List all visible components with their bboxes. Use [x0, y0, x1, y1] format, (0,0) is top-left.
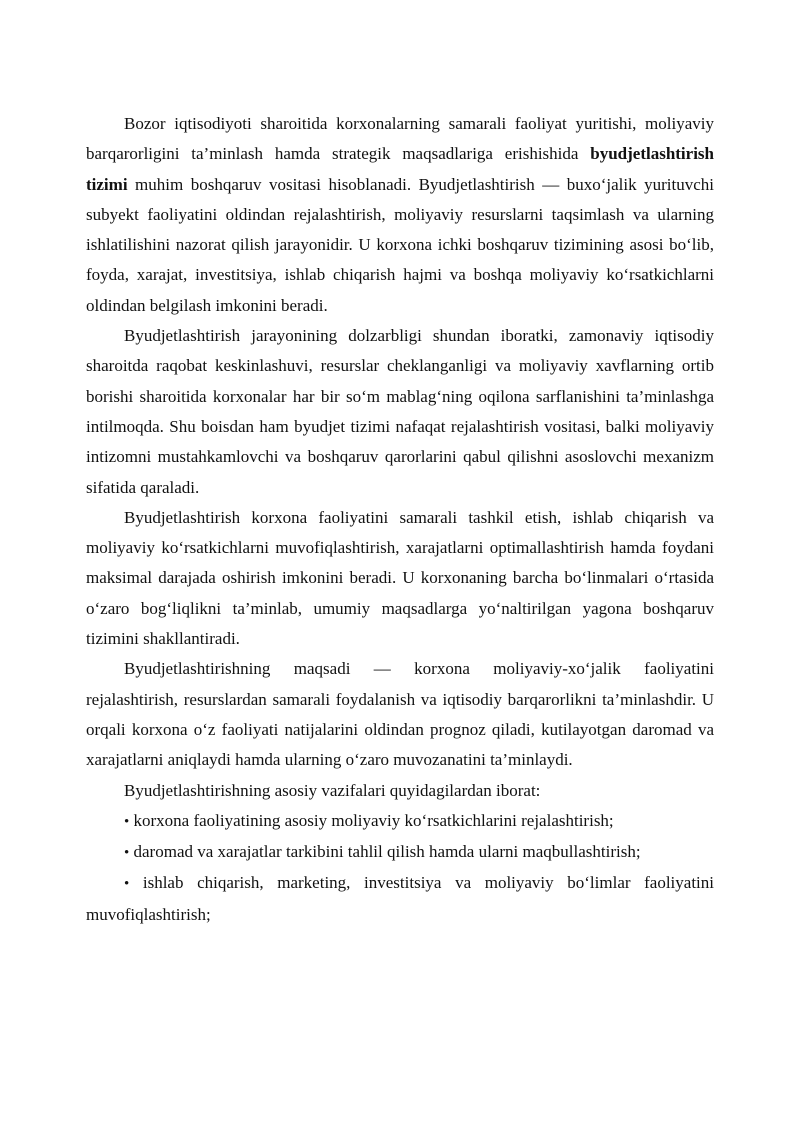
bullet-item [86, 837, 714, 868]
bullet-text: ishlab chiqarish, marketing, investitsiya va moliyaviy bo‘limlar faoliyatini muvofiqlashtirish; [86, 873, 714, 924]
paragraph-intro-before: Bozor iqtisodiyoti sharoitida korxonalarning samarali faoliyat yuritishi, moliyaviy barqarorligini ta’minlash hamda strategik maqsadlariga erishishida [86, 114, 714, 164]
bullet-symbol: • [124, 813, 130, 830]
paragraph-relevance: Byudjetlashtirish jarayonining dolzarbligi shundan iboratki, zamonaviy iqtisodiy sharoitda raqobat keskinlashuvi, resurslar cheklanganligi va moliyaviy xavflarning ortib borishi sharoitida korxonalar har bir so‘m mablag‘ning oqilona sarflanishini ta’minlashga intilmoqda. Shu boisdan ham byudjet tizimi nafaqat rejalashtirish vositasi, balki moliyaviy intizomni mustahkamlovchi va boshqaruv qarorlarini qabul qilishni asoslovchi mexanizm sifatida qaraladi. [86, 326, 714, 497]
bullet-item [86, 868, 714, 930]
paragraph-tasks-heading: Byudjetlashtirishning asosiy vazifalari quyidagilardan iborat: [124, 780, 541, 800]
bullet-symbol: • [124, 845, 130, 862]
paragraph-intro-bold-term: byudjetlashtirish tizimi [86, 144, 714, 194]
bullet-symbol: • [124, 876, 130, 893]
bullet-text: daromad va xarajatlar tarkibini tahlil qilish hamda ularni maqbullashtirish; [133, 842, 641, 862]
paragraph-intro [86, 109, 714, 321]
bullet-text: korxona faoliyatining asosiy moliyaviy ko‘rsatkichlarini rejalashtirish; [133, 810, 614, 830]
paragraph-intro-after: muhim boshqaruv vositasi hisoblanadi. Byudjetlashtirish — buxo‘jalik yurituvchi subyekt faoliyatini oldindan rejalashtirish, moliyaviy resurslarni taqsimlash va ularning ishlatilishini nazorat qilish jarayonidir. U korxona ichki boshqaruv tizimining asosi bo‘lib, foyda, xarajat, investitsiya, ishlab chiqarish hajmi va boshqa moliyaviy ko‘rsatkichlarni oldindan belgilash imkonini beradi. [86, 174, 714, 315]
paragraph-purpose: Byudjetlashtirishning maqsadi — korxona moliyaviy-xo‘jalik faoliyatini rejalashtirish, resurslardan samarali foydalanish va iqtisodiy barqarorlikni ta’minlashdir. U orqali korxona o‘z faoliyati natijalarini oldindan prognoz qiladi, kutilayotgan daromad va xarajatlarni aniqlaydi hamda ularning o‘zaro muvozanatini ta’minlaydi. [86, 659, 714, 770]
paragraph-organization: Byudjetlashtirish korxona faoliyatini samarali tashkil etish, ishlab chiqarish va moliyaviy ko‘rsatkichlarni muvofiqlashtirish, xarajatlarni optimallashtirish hamda foydani maksimal darajada oshirish imkonini beradi. U korxonaning barcha bo‘linmalari o‘rtasida o‘zaro bog‘liqlikni ta’minlab, umumiy maqsadlarga yo‘naltirilgan yagona boshqaruv tizimini shakllantiradi. [86, 507, 714, 649]
bullet-item [86, 806, 714, 837]
